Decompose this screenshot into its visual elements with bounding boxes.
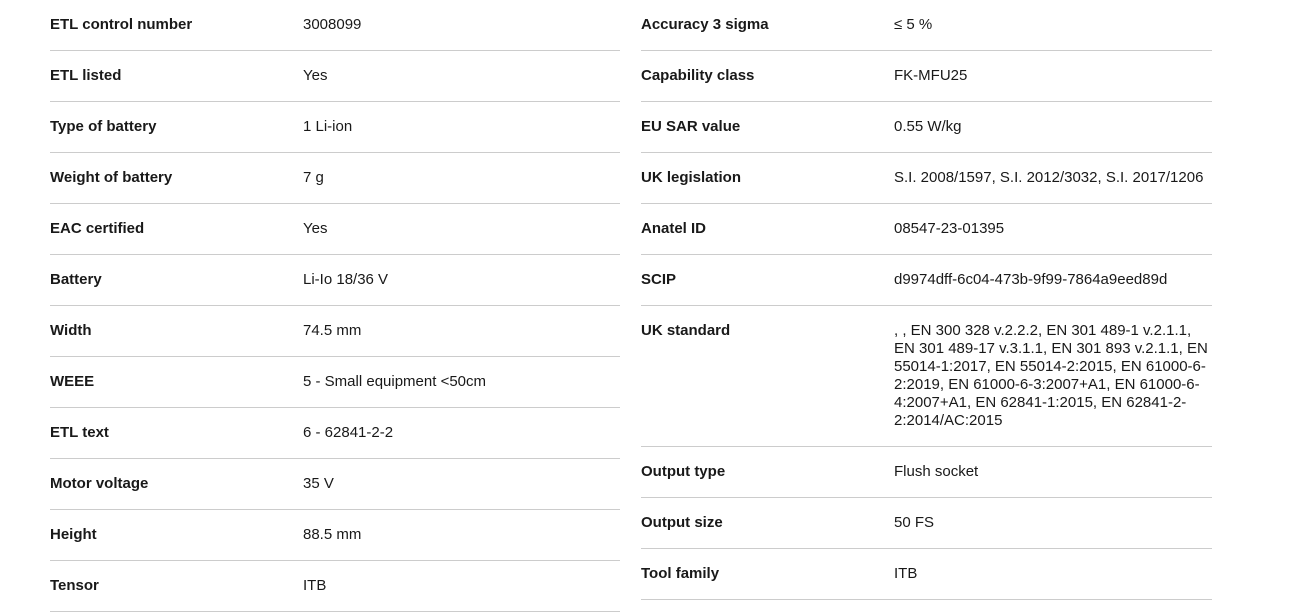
spec-label: ETL text [50,424,109,441]
spec-label: Accuracy 3 sigma [641,16,769,33]
spec-label: Motor voltage [50,475,149,492]
spec-table-left [50,0,620,612]
table-row [641,153,1212,204]
spec-label: EAC certified [50,220,145,237]
spec-label: UK standard [641,322,731,339]
table-row [50,306,620,357]
spec-value: 35 V [303,475,334,492]
spec-label: Battery [50,271,102,288]
spec-value: Flush socket [894,463,979,480]
spec-value: FK-MFU25 [894,67,968,84]
spec-label: Weight of battery [50,169,173,186]
table-row [641,549,1212,600]
table-row [50,408,620,459]
spec-value: ITB [303,577,327,594]
spec-value: ≤ 5 % [894,16,933,33]
spec-label: ETL listed [50,67,122,84]
spec-label: Output size [641,514,723,531]
table-row [50,0,620,51]
spec-label: Tool family [641,565,720,582]
spec-label: WEEE [50,373,95,390]
spec-table-right [641,0,1212,600]
spec-value: 3008099 [303,16,362,33]
spec-label: Width [50,322,92,339]
spec-label: UK legislation [641,169,742,186]
spec-value: 0.55 W/kg [894,118,962,135]
spec-label: Output type [641,463,726,480]
spec-label: Anatel ID [641,220,707,237]
table-row [50,102,620,153]
spec-value: 88.5 mm [303,526,362,543]
spec-value: d9974dff-6c04-473b-9f99-7864a9eed89d [894,271,1168,288]
spec-value: 7 g [303,169,324,186]
table-row [50,459,620,510]
spec-value: 6 - 62841-2-2 [303,424,394,441]
spec-value: 50 FS [894,514,935,531]
spec-label: SCIP [641,271,677,288]
spec-value: 74.5 mm [303,322,362,339]
spec-label: Type of battery [50,118,157,135]
table-row [50,51,620,102]
table-row [50,153,620,204]
spec-value: 1 Li-ion [303,118,353,135]
spec-label: ETL control number [50,16,193,33]
spec-label: Capability class [641,67,755,84]
table-row [50,357,620,408]
spec-value: S.I. 2008/1597, S.I. 2012/3032, S.I. 2017/1206 [894,169,1204,186]
table-row [641,102,1212,153]
spec-value: 5 - Small equipment <50cm [303,373,487,390]
spec-value: Li-Io 18/36 V [303,271,389,288]
spec-value: , , EN 300 328 v.2.2.2, EN 301 489-1 v.2.1.1, EN 301 489-17 v.3.1.1, EN 301 893 v.2.1.1, EN 55014-1:2017, EN 55014-2:2015, EN 61000-6-2:2019, EN 61000-6-3:2007+A1, EN 61000-6-4:2007+A1, EN 62841-1:2015, EN 62841-2-2:2014/AC:2015 [894,322,1208,429]
table-row [641,204,1212,255]
table-row [641,447,1212,498]
table-row [641,306,1212,447]
table-row [50,255,620,306]
spec-label: Height [50,526,97,543]
spec-value: Yes [303,220,328,237]
table-row [641,51,1212,102]
table-row [641,498,1212,549]
spec-label: EU SAR value [641,118,741,135]
spec-value: ITB [894,565,918,582]
spec-value: 08547-23-01395 [894,220,1005,237]
spec-value: Yes [303,67,328,84]
table-row [50,204,620,255]
table-row [50,561,620,612]
table-row [641,255,1212,306]
table-row [50,510,620,561]
table-row [641,0,1212,51]
spec-label: Tensor [50,577,99,594]
